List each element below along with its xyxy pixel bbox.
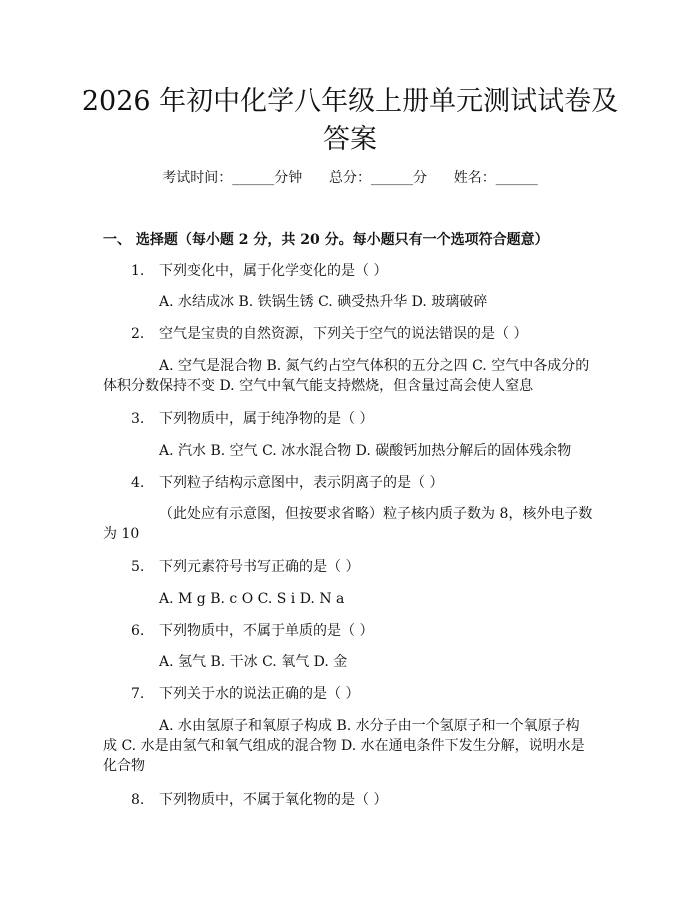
question-stem: [131, 261, 387, 281]
question-text: 下列物质中，不属于单质的是（ ）: [159, 623, 374, 639]
question-number: 7.: [131, 686, 145, 702]
question-stem: [131, 557, 359, 577]
question-text: 下列粒子结构示意图中，表示阴离子的是（ ）: [159, 475, 444, 491]
question-stem: [131, 324, 527, 344]
exam-info-line: 考试时间：______分钟 总分：______分 姓名：______: [162, 170, 538, 186]
question-stem: [131, 790, 387, 810]
question-number: 5.: [131, 559, 145, 575]
question-options: A. 氢气 B. 干冰 C. 氧气 D. 金: [159, 654, 348, 670]
question-options: A. 空气是混合物 B. 氮气约占空气体积的五分之四 C. 空气中各成分的体积分数保持不变 D. 空气中氧气能支持燃烧，但含量过高会使人窒息: [103, 358, 590, 394]
question-text: 下列变化中，属于化学变化的是（ ）: [159, 263, 388, 279]
question-number: 4.: [131, 475, 145, 491]
question-stem: [131, 473, 443, 493]
question-number: 6.: [131, 623, 145, 639]
question-stem: [131, 409, 373, 429]
question-text: 下列关于水的说法正确的是（ ）: [159, 686, 360, 702]
question-number: 2.: [131, 326, 145, 342]
question-number: 8.: [131, 792, 145, 808]
question-text: 空气是宝贵的自然资源，下列关于空气的说法错误的是（ ）: [159, 326, 528, 342]
question-text: 下列物质中，不属于氧化物的是（ ）: [159, 792, 388, 808]
question-options: A. M g B. c O C. S i D. N a: [159, 591, 345, 607]
question-stem: [131, 684, 359, 704]
question-text: 下列元素符号书写正确的是（ ）: [159, 559, 360, 575]
question-options: A. 汽水 B. 空气 C. 冰水混合物 D. 碳酸钙加热分解后的固体残余物: [159, 443, 572, 459]
question-stem: [131, 621, 373, 641]
section-heading: 一、 选择题（每小题 2 分，共 20 分。每小题只有一个选项符合题意）: [103, 232, 549, 248]
question-options: A. 水结成冰 B. 铁锅生锈 C. 碘受热升华 D. 玻璃破碎: [159, 294, 488, 310]
question-options: A. 水由氢原子和氧原子构成 B. 水分子由一个氢原子和一个氧原子构成 C. 水是由氢气和氧气组成的混合物 D. 水在通电条件下发生分解，说明水是化合物: [103, 718, 585, 774]
question-options: （此处应有示意图，但按要求省略）粒子核内质子数为 8，核外电子数为 10: [103, 506, 593, 542]
question-number: 1.: [131, 263, 145, 279]
question-text: 下列物质中，属于纯净物的是（ ）: [159, 411, 374, 427]
document-title: 2026 年初中化学八年级上册单元测试试卷及答案: [81, 86, 619, 155]
question-number: 3.: [131, 411, 145, 427]
